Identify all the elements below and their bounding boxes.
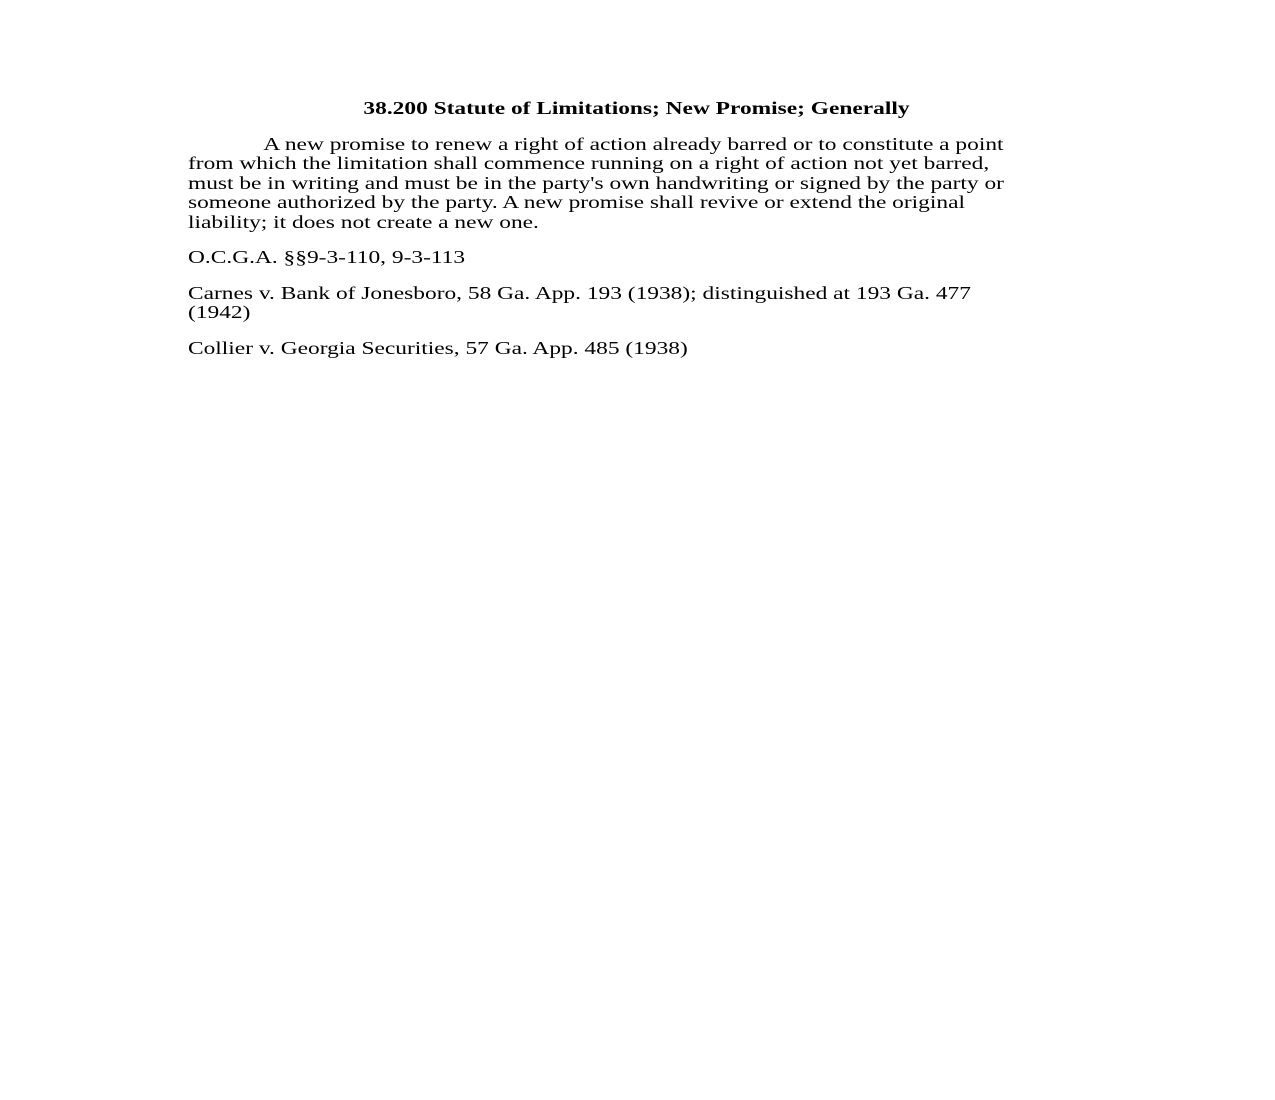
citation-line: (1942) [188, 302, 251, 322]
paragraph-line: A new promise to renew a right of action already barred or to constitute a point [263, 133, 1004, 154]
paragraph-line: liability; it does not create a new one. [188, 211, 539, 232]
document-page [188, 99, 1085, 358]
citation-carnes [188, 284, 1085, 323]
citation-line: Collier v. Georgia Securities, 57 Ga. App. 485 (1938) [188, 337, 688, 358]
body-paragraph [188, 135, 1085, 233]
citation-line: Carnes v. Bank of Jonesboro, 58 Ga. App. 193 (1938); distinguished at 193 Ga. 477 [188, 282, 971, 303]
paragraph-line: must be in writing and must be in the party's own handwriting or signed by the party or [188, 172, 1004, 193]
citation-statute [188, 248, 1085, 268]
paragraph-line: someone authorized by the party. A new promise shall revive or extend the original [188, 192, 965, 212]
paragraph-line: from which the limitation shall commence running on a right of action not yet barred, [188, 153, 990, 173]
citation-collier [188, 339, 1085, 359]
citation-line: O.C.G.A. §§9-3-110, 9-3-113 [188, 247, 466, 267]
section-title: 38.200 Statute of Limitations; New Promise; Generally [363, 98, 910, 118]
